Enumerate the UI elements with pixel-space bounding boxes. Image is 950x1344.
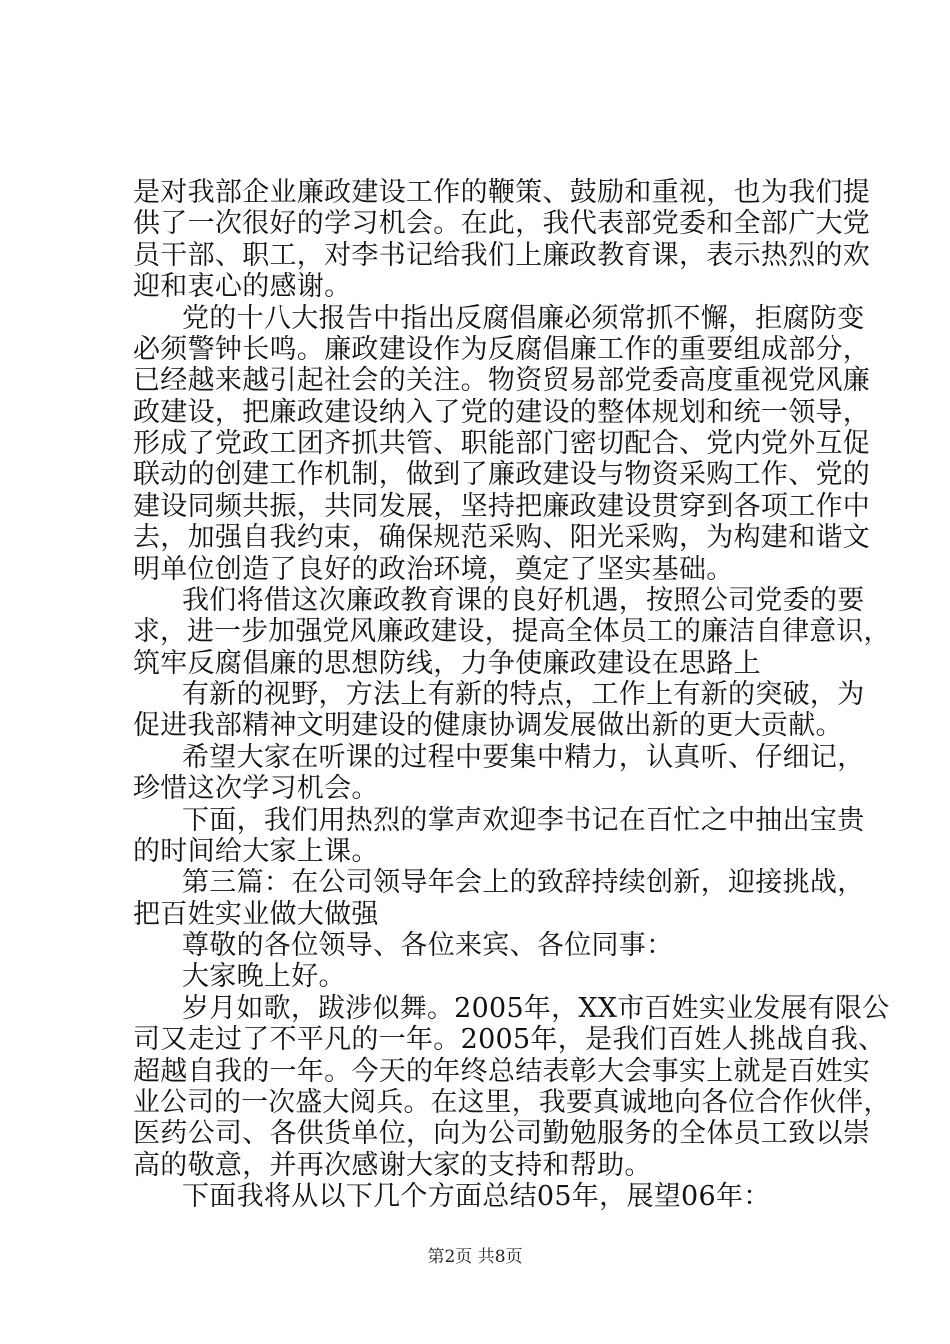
text-line: 联动的创建工作机制，做到了廉政建设与物资采购工作、党的 [133, 459, 871, 491]
text-line: 下面，我们用热烈的掌声欢迎李书记在百忙之中抽出宝贵 [182, 804, 865, 836]
text-line: 促进我部精神文明建设的健康协调发展做出新的更大贡献。 [133, 710, 843, 742]
text-line: 希望大家在听课的过程中要集中精力，认真听、仔细记， [182, 741, 865, 773]
text-line: 第三篇：在公司领导年会上的致辞持续创新，迎接挑战， [182, 867, 865, 899]
text-line: 我们将借这次廉政教育课的良好机遇，按照公司党委的要 [182, 584, 865, 616]
text-line: 把百姓实业做大做强 [133, 898, 379, 930]
text-line: 有新的视野，方法上有新的特点，工作上有新的突破，为 [182, 679, 865, 710]
text-line: 的时间给大家上课。 [133, 835, 379, 867]
text-line: 政建设，把廉政建设纳入了党的建设的整体规划和统一领导， [133, 396, 871, 428]
text-line: 司又走过了不平凡的一年。2005年，是我们百姓人挑战自我、 [133, 1024, 886, 1056]
text-line: 必须警钟长鸣。廉政建设作为反腐倡廉工作的重要组成部分， [133, 333, 871, 365]
text-line: 岁月如歌，跋涉似舞。2005年，XX市百姓实业发展有限公 [182, 992, 890, 1024]
text-line: 形成了党政工团齐抓共管、职能部门密切配合、党内党外互促 [133, 428, 871, 459]
text-line: 筑牢反腐倡廉的思想防线，力争使廉政建设在思路上 [133, 647, 761, 679]
text-line: 迎和衷心的感谢。 [133, 271, 352, 303]
text-line: 业公司的一次盛大阅兵。在这里，我要真诚地向各位合作伙伴， [133, 1086, 891, 1118]
text-line: 党的十八大报告中指出反腐倡廉必须常抓不懈，拒腐防变 [182, 302, 865, 334]
text-line: 明单位创造了良好的政治环境，奠定了坚实基础。 [133, 553, 734, 585]
text-line: 尊敬的各位领导、各位来宾、各位同事： [182, 930, 674, 961]
text-line: 去，加强自我约束，确保规范采购、阳光采购，为构建和谐文 [133, 522, 871, 554]
text-line: 高的敬意，并再次感谢大家的支持和帮助。 [133, 1149, 652, 1181]
text-line: 供了一次很好的学习机会。在此，我代表部党委和全部广大党 [133, 208, 871, 240]
text-line: 下面我将从以下几个方面总结05年，展望06年： [182, 1181, 771, 1212]
text-line: 员干部、职工，对李书记给我们上廉政教育课，表示热烈的欢 [133, 239, 871, 271]
text-line: 珍惜这次学习机会。 [133, 773, 379, 805]
text-line: 超越自我的一年。今天的年终总结表彰大会事实上就是百姓实 [133, 1055, 871, 1087]
text-line: 建设同频共振，共同发展，坚持把廉政建设贯穿到各项工作中 [133, 490, 871, 522]
page-number-footer: 第2页 共8页 [427, 1247, 523, 1267]
text-line: 大家晚上好。 [182, 961, 346, 993]
text-line: 医药公司、各供货单位，向为公司勤勉服务的全体员工致以崇 [133, 1118, 871, 1150]
text-line: 是对我部企业廉政建设工作的鞭策、鼓励和重视，也为我们提 [133, 177, 871, 208]
text-line: 求，进一步加强党风廉政建设，提高全体员工的廉洁自律意识， [133, 616, 891, 648]
text-line: 已经越来越引起社会的关注。物资贸易部党委高度重视党风廉 [133, 365, 871, 397]
